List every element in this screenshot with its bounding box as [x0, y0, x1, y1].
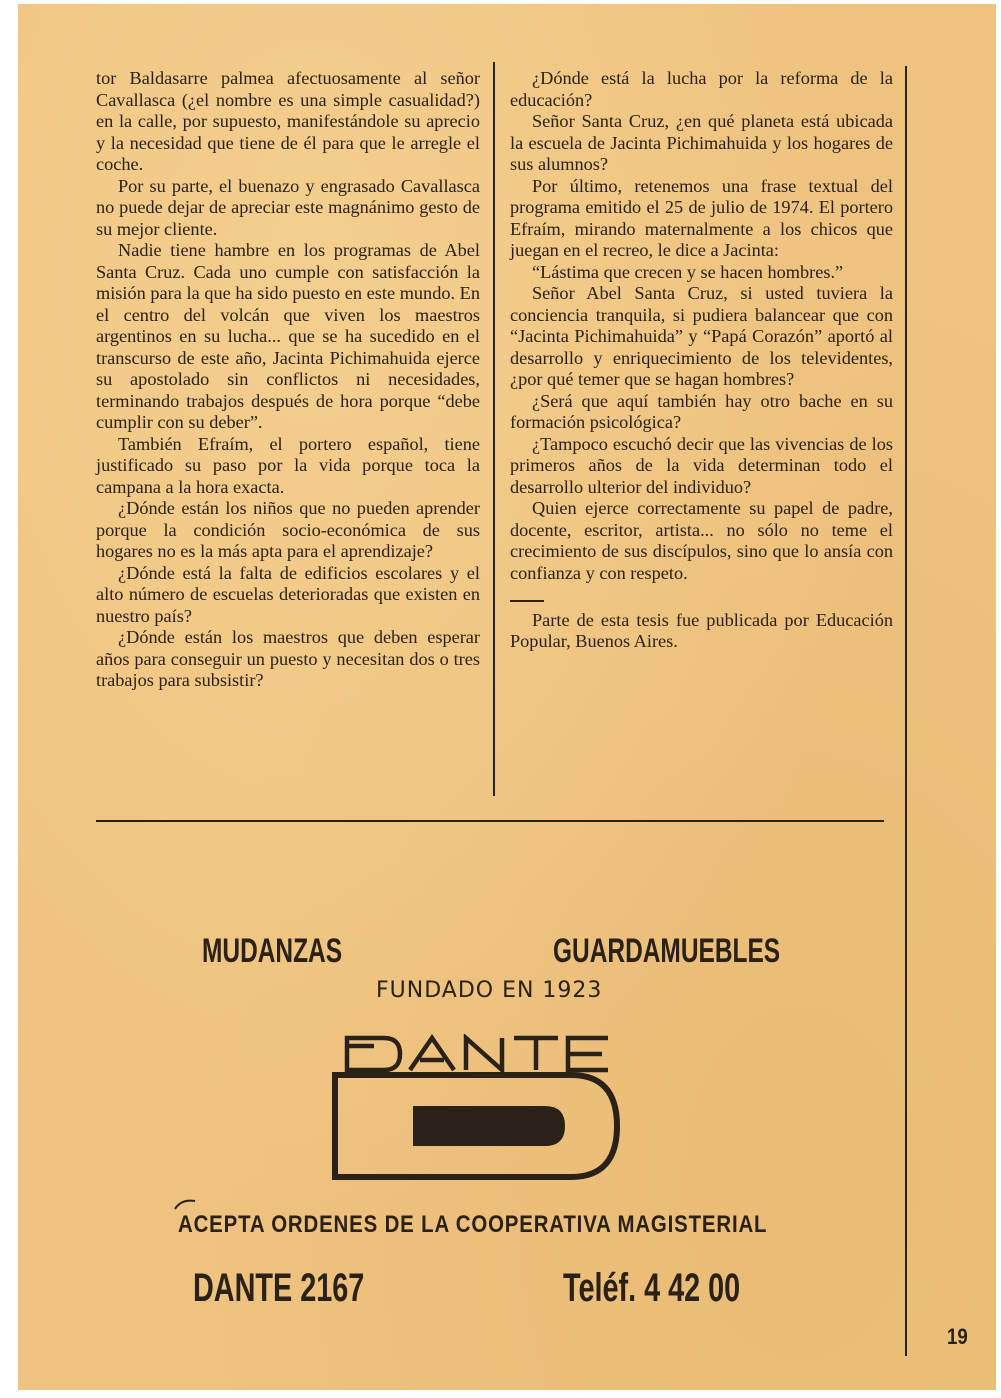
ad-tagline: ACEPTA ORDENES DE LA COOPERATIVA MAGISTERIAL [178, 1211, 768, 1238]
ad-address: DANTE 2167 [193, 1266, 365, 1310]
paragraph: Por su parte, el buenazo y engrasado Cavallasca no puede dejar de apreciar este magnánimo gesto de su mejor cliente. [96, 175, 480, 239]
ad-phone: Teléf. 4 42 00 [563, 1266, 741, 1310]
column-divider [493, 62, 495, 796]
article-right-column [510, 68, 893, 653]
article-left-column [96, 68, 480, 692]
paragraph: ¿Tampoco escuchó decir que las vivencias de los primeros años de la vida determinan todo el desarrollo ulterior del individuo? [510, 433, 893, 497]
page-edge-rule [905, 66, 907, 1356]
ad-founded-line: FUNDADO EN 1923 [376, 978, 603, 1003]
footnote-rule [510, 600, 544, 602]
paragraph: ¿Dónde está la lucha por la reforma de la educación? [510, 68, 893, 110]
paragraph: ¿Dónde están los niños que no pueden aprender porque la condición socio-económica de sus hogares no es la más apta para el aprendizaje? [96, 498, 480, 561]
dante-emblem-logo [331, 1072, 621, 1180]
paragraph: Señor Santa Cruz, ¿en qué planeta está ubicada la escuela de Jacinta Pichimahuida y los hogares de sus alumnos? [510, 111, 893, 174]
paragraph: Por último, retenemos una frase textual del programa emitido el 25 de julio de 1974. El portero Efraím, mirando maternalmente a los chicos que juegan en el recreo, le dice a Jacinta: [510, 175, 893, 260]
paragraph: “Lástima que crecen y se hacen hombres.” [532, 261, 844, 282]
page-number: 19 [947, 1324, 968, 1349]
paragraph: ¿Dónde está la falta de edificios escolares y el alto número de escuelas deterioradas que existen en nuestro país? [96, 562, 480, 626]
section-divider [96, 820, 884, 822]
paragraph: tor Baldasarre palmea afectuosamente al señor Cavallasca (¿el nombre es una simple casualidad?) en la calle, por supuesto, manifestándole su aprecio y la necesidad que tiene de él para que le arregle el coche. [96, 68, 480, 174]
paragraph: Quien ejerce correctamente su papel de padre, docente, escritor, artista... no sólo no teme el crecimiento de sus discípulos, sino que lo ansía con confianza y con respeto. [510, 498, 893, 583]
paragraph: Nadie tiene hambre en los programas de Abel Santa Cruz. Cada uno cumple con satisfacción la misión para la que ha sido puesto en este mundo. En el centro del volcán que viven los maestros argentinos en su lucha... que se ha sucedido en el transcurso de este año, Jacinta Pichimahuida ejerce su apostolado sin conflictos ni necesidades, terminando trabajos después de hora porque “debe cumplir con su deber”. [96, 240, 480, 432]
footnote: Parte de esta tesis fue publicada por Educación Popular, Buenos Aires. [510, 609, 893, 651]
dante-wordmark-logo [344, 1034, 612, 1074]
pen-icon [173, 1197, 197, 1211]
ad-heading-guardamuebles: GUARDAMUEBLES [553, 932, 781, 970]
paragraph: ¿Será que aquí también hay otro bache en su formación psicológica? [510, 390, 893, 432]
paragraph: ¿Dónde están los maestros que deben esperar años para conseguir un puesto y necesitan dos o tres trabajos para subsistir? [96, 627, 480, 690]
ad-heading-mudanzas: MUDANZAS [202, 932, 343, 970]
paragraph: Señor Abel Santa Cruz, si usted tuviera la conciencia tranquila, si pudiera balancear que con “Jacinta Pichimahuida” y “Papá Corazón” aportó al desarrollo y enriquecimiento de los televidentes, ¿por qué temer que se hagan hombres? [510, 283, 893, 389]
paragraph: También Efraím, el portero español, tiene justificado su paso por la vida porque toca la campana a la hora exacta. [96, 433, 480, 497]
magazine-page [18, 4, 996, 1390]
